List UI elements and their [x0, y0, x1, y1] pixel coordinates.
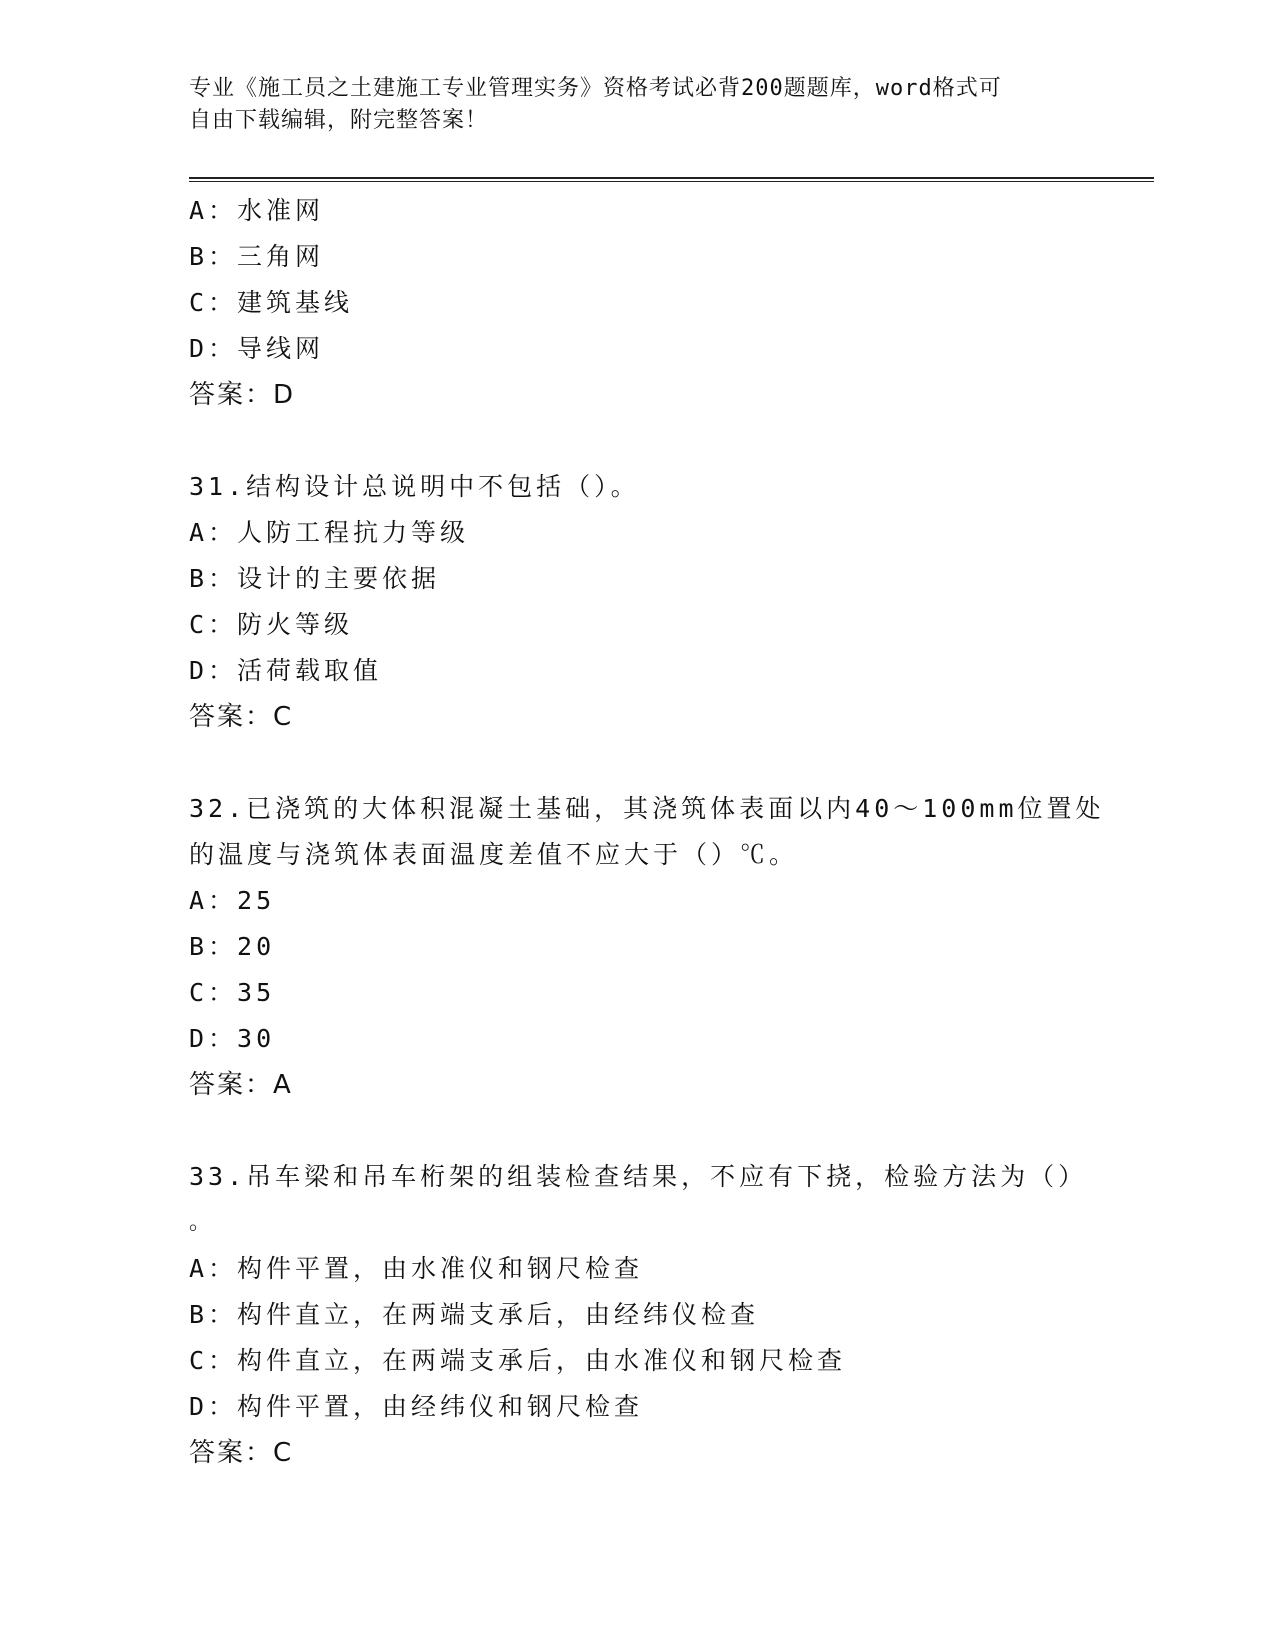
- option-b: B：构件直立，在两端支承后，由经纬仪检查: [189, 1300, 760, 1329]
- option-c: C：构件直立，在两端支承后，由水准仪和钢尺检查: [189, 1346, 847, 1375]
- option-d: D：导线网: [189, 334, 325, 363]
- answer-line: 答案：C: [189, 702, 294, 732]
- option-a: A：人防工程抗力等级: [189, 518, 470, 547]
- option-b: B：三角网: [189, 242, 325, 271]
- option-d: D：30: [189, 1024, 276, 1053]
- option-c: C：建筑基线: [189, 288, 354, 317]
- option-a: A：25: [189, 886, 276, 915]
- question-list: [189, 188, 1105, 1476]
- question-33: [189, 1154, 1088, 1476]
- header-title-line-1: 专业《施工员之土建施工专业管理实务》资格考试必背200题题库，word格式可: [189, 76, 1002, 101]
- spacer: [189, 740, 1079, 786]
- question-stem-line-1: 32.已浇筑的大体积混凝土基础，其浇筑体表面以内40～100mm位置处: [189, 794, 1105, 823]
- option-a: A：构件平置，由水准仪和钢尺检查: [189, 1254, 644, 1283]
- spacer: [189, 1108, 1079, 1154]
- option-b: B：20: [189, 932, 276, 961]
- question-stem-line-2: 的温度与浇筑体表面温度差值不应大于（）℃。: [189, 840, 799, 869]
- question-stem-line-2: 。: [189, 1210, 216, 1235]
- header-title-line-2: 自由下载编辑，附完整答案！: [189, 108, 489, 133]
- answer-line: 答案：A: [189, 1070, 293, 1100]
- option-c: C：防火等级: [189, 610, 354, 639]
- option-d: D：活荷载取值: [189, 656, 383, 685]
- document-header: [189, 73, 1069, 137]
- question-30: [189, 188, 1079, 418]
- answer-line: 答案：C: [189, 1438, 294, 1468]
- option-b: B：设计的主要依据: [189, 564, 441, 593]
- option-a: A：水准网: [189, 196, 325, 225]
- question-31: [189, 464, 1079, 740]
- question-stem-line-1: 33.吊车梁和吊车桁架的组装检查结果，不应有下挠，检验方法为（）: [189, 1162, 1088, 1191]
- spacer: [189, 418, 1079, 464]
- question-stem: 31.结构设计总说明中不包括（）。: [189, 472, 640, 501]
- answer-line: 答案：D: [189, 380, 296, 410]
- question-32: [189, 786, 1105, 1108]
- header-divider: [189, 177, 1154, 182]
- option-d: D：构件平置，由经纬仪和钢尺检查: [189, 1392, 644, 1421]
- option-c: C：35: [189, 978, 276, 1007]
